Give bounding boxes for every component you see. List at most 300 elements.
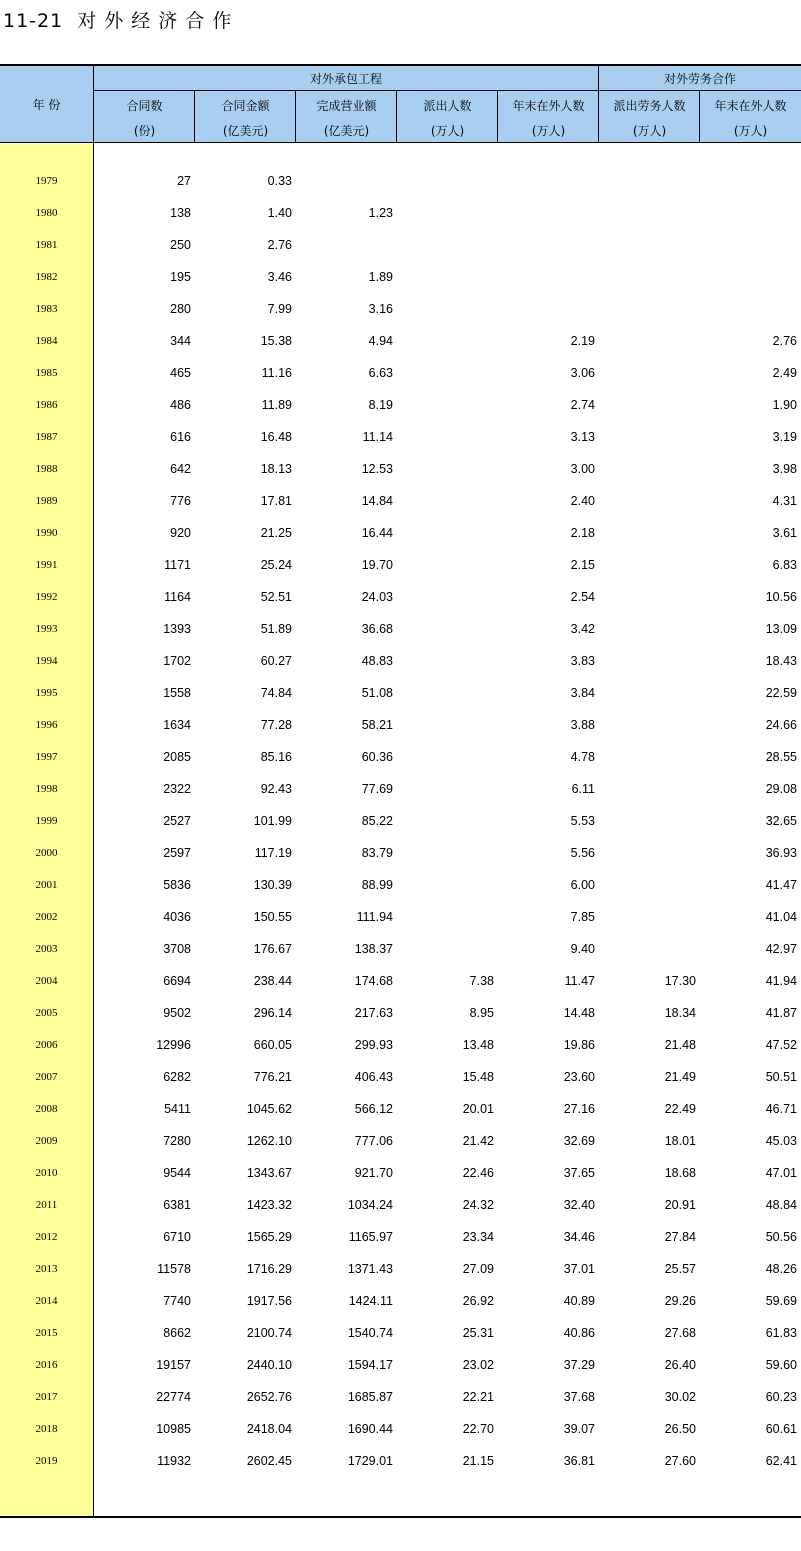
table-row	[0, 621, 801, 653]
value-cell: 27.68	[664, 1326, 696, 1340]
value-cell: 16.44	[361, 526, 393, 540]
table-row	[0, 589, 801, 621]
value-cell: 51.08	[361, 686, 393, 700]
table-row	[0, 685, 801, 717]
year-cell: 2003	[35, 943, 58, 955]
value-cell: 18.68	[664, 1166, 696, 1180]
table-row	[0, 1357, 801, 1389]
value-cell: 47.52	[765, 1038, 797, 1052]
value-cell: 117.19	[254, 846, 292, 860]
value-cell: 17.30	[664, 974, 696, 988]
value-cell: 21.48	[664, 1038, 696, 1052]
value-cell: 9544	[163, 1166, 191, 1180]
value-cell: 1729.01	[347, 1454, 393, 1468]
value-cell: 40.89	[563, 1294, 595, 1308]
table-row	[0, 909, 801, 941]
value-cell	[397, 557, 494, 573]
value-cell: 21.25	[260, 526, 292, 540]
table-row	[0, 1453, 801, 1485]
value-cell: 24.66	[765, 718, 797, 732]
value-cell: 6.83	[772, 558, 797, 572]
value-cell: 10985	[156, 1422, 191, 1436]
value-cell: 21.49	[664, 1070, 696, 1084]
value-cell: 5.53	[570, 814, 595, 828]
value-cell	[397, 813, 494, 829]
year-cell: 1999	[35, 815, 58, 827]
value-cell: 48.83	[361, 654, 393, 668]
value-cell: 21.42	[462, 1134, 494, 1148]
column-header-label: 派出劳务人数	[613, 98, 686, 113]
value-cell: 27.09	[462, 1262, 494, 1276]
value-cell	[397, 717, 494, 733]
value-cell: 20.91	[664, 1198, 696, 1212]
value-cell: 2322	[163, 782, 191, 796]
value-cell: 250	[170, 238, 191, 252]
year-cell: 1995	[35, 687, 58, 699]
value-cell: 280	[170, 302, 191, 316]
year-cell: 2011	[35, 1199, 58, 1211]
value-cell: 1424.11	[348, 1294, 393, 1308]
table-row	[0, 973, 801, 1005]
value-cell	[397, 365, 494, 381]
value-cell: 25.57	[664, 1262, 696, 1276]
table-row	[0, 941, 801, 973]
value-cell	[599, 877, 696, 893]
year-cell: 1996	[35, 719, 58, 731]
value-cell: 5836	[163, 878, 191, 892]
value-cell: 27.84	[664, 1230, 696, 1244]
value-cell: 642	[170, 462, 191, 476]
value-cell	[599, 621, 696, 637]
table-row	[0, 653, 801, 685]
table-row	[0, 429, 801, 461]
value-cell	[296, 173, 393, 189]
value-cell	[599, 461, 696, 477]
table-row	[0, 557, 801, 589]
value-cell	[397, 461, 494, 477]
value-cell: 17.81	[260, 494, 292, 508]
value-cell: 1565.29	[246, 1230, 292, 1244]
value-cell: 7.99	[267, 302, 292, 316]
table-row	[0, 1165, 801, 1197]
year-cell: 2019	[35, 1455, 58, 1467]
value-cell: 32.69	[563, 1134, 595, 1148]
table-row	[0, 397, 801, 429]
value-cell	[599, 365, 696, 381]
value-cell: 2.76	[772, 334, 797, 348]
value-cell: 1917.56	[246, 1294, 292, 1308]
value-cell: 48.26	[765, 1262, 797, 1276]
value-cell	[599, 333, 696, 349]
value-cell: 34.46	[563, 1230, 595, 1244]
table-row	[0, 813, 801, 845]
value-cell: 85.16	[260, 750, 292, 764]
year-cell: 2001	[35, 879, 58, 891]
value-cell: 83.79	[361, 846, 393, 860]
value-cell: 6.00	[570, 878, 595, 892]
value-cell: 36.81	[563, 1454, 595, 1468]
value-cell: 22.21	[462, 1390, 494, 1404]
column-header-unit: (万人)	[430, 123, 465, 138]
value-cell: 3.06	[570, 366, 595, 380]
value-cell: 22.59	[765, 686, 797, 700]
value-cell: 19.86	[563, 1038, 595, 1052]
value-cell: 217.63	[354, 1006, 393, 1020]
value-cell: 7.38	[469, 974, 494, 988]
table-row	[0, 1421, 801, 1453]
value-cell: 616	[170, 430, 191, 444]
value-cell: 3708	[163, 942, 191, 956]
value-cell	[397, 909, 494, 925]
table-row	[0, 525, 801, 557]
value-cell: 30.02	[664, 1390, 696, 1404]
year-cell: 1992	[35, 591, 58, 603]
value-cell: 7280	[163, 1134, 191, 1148]
value-cell: 29.26	[664, 1294, 696, 1308]
year-cell: 1984	[35, 335, 58, 347]
value-cell: 1171	[164, 558, 191, 572]
value-cell: 7740	[163, 1294, 191, 1308]
value-cell: 7.85	[570, 910, 595, 924]
value-cell: 8.19	[368, 398, 393, 412]
value-cell: 3.16	[368, 302, 393, 316]
value-cell: 45.03	[765, 1134, 797, 1148]
value-cell: 2085	[163, 750, 191, 764]
value-cell	[599, 813, 696, 829]
value-cell: 27	[177, 174, 191, 188]
value-cell: 1343.67	[246, 1166, 292, 1180]
table-row	[0, 333, 801, 365]
value-cell: 1540.74	[347, 1326, 393, 1340]
value-cell: 1685.87	[347, 1390, 393, 1404]
year-cell: 2009	[35, 1135, 58, 1147]
value-cell: 1.90	[772, 398, 797, 412]
value-cell: 46.71	[765, 1102, 797, 1116]
value-cell: 6381	[163, 1198, 191, 1212]
value-cell: 36.68	[361, 622, 393, 636]
value-cell	[397, 621, 494, 637]
value-cell: 776	[170, 494, 191, 508]
value-cell: 0.33	[267, 174, 292, 188]
table-row	[0, 1069, 801, 1101]
value-cell	[599, 173, 696, 189]
table-row	[0, 1197, 801, 1229]
value-cell: 4.94	[368, 334, 393, 348]
value-cell: 11578	[157, 1262, 191, 1276]
value-cell: 25.31	[462, 1326, 494, 1340]
value-cell: 32.65	[765, 814, 797, 828]
value-cell	[397, 237, 494, 253]
value-cell	[397, 397, 494, 413]
value-cell: 27.16	[563, 1102, 595, 1116]
table-row	[0, 1261, 801, 1293]
value-cell: 238.44	[253, 974, 292, 988]
header-year: 年 份	[32, 97, 61, 112]
value-cell: 3.13	[570, 430, 595, 444]
value-cell: 138	[170, 206, 191, 220]
value-cell: 11.47	[564, 974, 595, 988]
value-cell: 15.38	[260, 334, 292, 348]
table-row	[0, 749, 801, 781]
value-cell	[397, 749, 494, 765]
value-cell: 176.67	[253, 942, 292, 956]
value-cell: 2.49	[772, 366, 797, 380]
value-cell: 12.53	[361, 462, 393, 476]
value-cell: 776.21	[253, 1070, 292, 1084]
year-cell: 1997	[35, 751, 58, 763]
value-cell	[498, 205, 595, 221]
value-cell: 18.13	[260, 462, 292, 476]
value-cell: 16.48	[260, 430, 292, 444]
value-cell: 2597	[163, 846, 191, 860]
value-cell: 1702	[163, 654, 191, 668]
year-cell: 1983	[35, 303, 58, 315]
value-cell	[397, 301, 494, 317]
value-cell: 77.69	[361, 782, 393, 796]
value-cell: 8.95	[469, 1006, 494, 1020]
value-cell: 2.40	[570, 494, 595, 508]
value-cell: 60.36	[361, 750, 393, 764]
value-cell: 19.70	[361, 558, 393, 572]
value-cell	[397, 333, 494, 349]
value-cell: 2652.76	[246, 1390, 292, 1404]
table-row	[0, 1229, 801, 1261]
table-row	[0, 1293, 801, 1325]
value-cell: 6694	[163, 974, 191, 988]
table-row	[0, 493, 801, 525]
value-cell: 11932	[157, 1454, 191, 1468]
year-cell: 2014	[35, 1295, 58, 1307]
header-group-contracting: 对外承包工程	[309, 71, 382, 86]
value-cell: 101.99	[253, 814, 292, 828]
value-cell: 6282	[163, 1070, 191, 1084]
value-cell: 1594.17	[347, 1358, 393, 1372]
value-cell: 61.83	[765, 1326, 797, 1340]
value-cell	[599, 269, 696, 285]
value-cell: 3.98	[772, 462, 797, 476]
value-cell: 1423.32	[246, 1198, 292, 1212]
value-cell: 37.01	[563, 1262, 595, 1276]
table-number: 11-21	[3, 10, 64, 32]
value-cell: 1634	[163, 718, 191, 732]
value-cell	[599, 653, 696, 669]
value-cell: 40.86	[563, 1326, 595, 1340]
value-cell: 486	[170, 398, 191, 412]
year-cell: 1994	[35, 655, 58, 667]
value-cell: 25.24	[260, 558, 292, 572]
value-cell	[599, 557, 696, 573]
column-header-label: 合同金额	[221, 98, 270, 113]
value-cell	[700, 269, 797, 285]
year-cell: 2006	[35, 1039, 58, 1051]
value-cell: 1.40	[267, 206, 292, 220]
value-cell: 36.93	[765, 846, 797, 860]
column-header-label: 完成营业额	[316, 98, 377, 113]
value-cell: 1034.24	[347, 1198, 393, 1212]
year-cell: 2012	[35, 1231, 58, 1243]
year-cell: 1986	[35, 399, 58, 411]
table-header	[0, 66, 801, 142]
value-cell: 174.68	[354, 974, 393, 988]
value-cell	[498, 237, 595, 253]
value-cell: 11.14	[362, 430, 393, 444]
table-row	[0, 205, 801, 237]
table-row	[0, 1133, 801, 1165]
value-cell: 32.40	[563, 1198, 595, 1212]
value-cell: 41.94	[765, 974, 797, 988]
value-cell: 3.19	[772, 430, 797, 444]
column-header-label: 年末在外人数	[512, 98, 585, 113]
value-cell: 1262.10	[246, 1134, 292, 1148]
value-cell: 8662	[163, 1326, 191, 1340]
year-cell: 1980	[35, 207, 58, 219]
value-cell: 28.55	[765, 750, 797, 764]
value-cell	[397, 493, 494, 509]
value-cell	[599, 749, 696, 765]
value-cell: 29.08	[765, 782, 797, 796]
value-cell: 13.48	[462, 1038, 494, 1052]
value-cell: 2440.10	[246, 1358, 292, 1372]
value-cell	[599, 589, 696, 605]
year-cell: 1989	[35, 495, 58, 507]
value-cell	[599, 493, 696, 509]
column-header-unit: (亿美元)	[222, 123, 269, 138]
year-cell: 2008	[35, 1103, 58, 1115]
column-divider	[396, 90, 397, 142]
year-cell: 1987	[35, 431, 58, 443]
value-cell: 23.34	[462, 1230, 494, 1244]
value-cell	[599, 685, 696, 701]
value-cell: 1165.97	[348, 1230, 393, 1244]
value-cell: 660.05	[253, 1038, 292, 1052]
column-divider	[497, 90, 498, 142]
value-cell: 3.61	[772, 526, 797, 540]
column-divider	[295, 90, 296, 142]
value-cell: 1.23	[368, 206, 393, 220]
column-header-unit: (万人)	[531, 123, 566, 138]
value-cell: 41.04	[765, 910, 797, 924]
value-cell: 22.49	[664, 1102, 696, 1116]
value-cell: 150.55	[253, 910, 292, 924]
value-cell: 24.03	[361, 590, 393, 604]
value-cell: 14.84	[361, 494, 393, 508]
year-cell: 2002	[35, 911, 58, 923]
value-cell: 566.12	[354, 1102, 393, 1116]
value-cell	[599, 941, 696, 957]
value-cell	[397, 877, 494, 893]
value-cell	[397, 205, 494, 221]
value-cell: 37.68	[563, 1390, 595, 1404]
table-row	[0, 877, 801, 909]
column-divider	[598, 90, 599, 142]
table-row	[0, 1325, 801, 1357]
year-cell: 2013	[35, 1263, 58, 1275]
value-cell: 23.02	[462, 1358, 494, 1372]
value-cell: 18.43	[765, 654, 797, 668]
value-cell: 2.76	[267, 238, 292, 252]
year-cell: 2005	[35, 1007, 58, 1019]
value-cell: 2527	[163, 814, 191, 828]
table-row	[0, 301, 801, 333]
value-cell: 14.48	[563, 1006, 595, 1020]
value-cell	[599, 397, 696, 413]
value-cell: 1690.44	[347, 1422, 393, 1436]
value-cell: 88.99	[361, 878, 393, 892]
value-cell: 27.60	[664, 1454, 696, 1468]
value-cell: 13.09	[765, 622, 797, 636]
value-cell: 51.89	[260, 622, 292, 636]
value-cell: 22774	[156, 1390, 191, 1404]
year-cell: 2007	[35, 1071, 58, 1083]
value-cell: 19157	[156, 1358, 191, 1372]
bottom-rule	[0, 1516, 801, 1518]
table-row	[0, 173, 801, 205]
value-cell: 58.21	[361, 718, 393, 732]
value-cell	[599, 205, 696, 221]
value-cell: 41.87	[765, 1006, 797, 1020]
value-cell: 5411	[164, 1102, 191, 1116]
year-cell: 2015	[35, 1327, 58, 1339]
value-cell	[397, 269, 494, 285]
year-cell: 2017	[35, 1391, 58, 1403]
year-cell: 1991	[35, 559, 58, 571]
value-cell: 777.06	[354, 1134, 393, 1148]
value-cell: 62.41	[765, 1454, 797, 1468]
header-bottom-rule	[0, 142, 801, 143]
column-header-unit: (万人)	[733, 123, 768, 138]
value-cell: 1045.62	[246, 1102, 292, 1116]
value-cell: 60.23	[765, 1390, 797, 1404]
page-title	[3, 6, 239, 33]
value-cell: 60.61	[765, 1422, 797, 1436]
value-cell: 1164	[164, 590, 191, 604]
value-cell: 42.97	[765, 942, 797, 956]
value-cell: 1371.43	[347, 1262, 393, 1276]
value-cell: 23.60	[563, 1070, 595, 1084]
value-cell: 52.51	[260, 590, 292, 604]
value-cell: 111.94	[356, 910, 393, 924]
value-cell: 22.70	[462, 1422, 494, 1436]
value-cell	[700, 237, 797, 253]
value-cell: 1558	[163, 686, 191, 700]
value-cell: 6710	[163, 1230, 191, 1244]
value-cell	[397, 589, 494, 605]
value-cell: 11.89	[261, 398, 292, 412]
table-row	[0, 717, 801, 749]
value-cell: 47.01	[765, 1166, 797, 1180]
value-cell: 195	[170, 270, 191, 284]
value-cell	[498, 269, 595, 285]
value-cell: 85.22	[361, 814, 393, 828]
year-cell: 1993	[35, 623, 58, 635]
value-cell: 50.51	[765, 1070, 797, 1084]
table-title: 对外经济合作	[77, 10, 240, 32]
value-cell: 1393	[163, 622, 191, 636]
value-cell: 20.01	[462, 1102, 494, 1116]
value-cell: 26.40	[664, 1358, 696, 1372]
value-cell	[397, 429, 494, 445]
table-row	[0, 461, 801, 493]
value-cell: 1.89	[368, 270, 393, 284]
column-header-label: 派出人数	[423, 98, 472, 113]
value-cell	[599, 301, 696, 317]
value-cell: 92.43	[260, 782, 292, 796]
year-cell: 1979	[35, 175, 58, 187]
value-cell	[397, 941, 494, 957]
value-cell: 6.63	[368, 366, 393, 380]
value-cell: 296.14	[253, 1006, 292, 1020]
column-header-unit: (亿美元)	[323, 123, 370, 138]
